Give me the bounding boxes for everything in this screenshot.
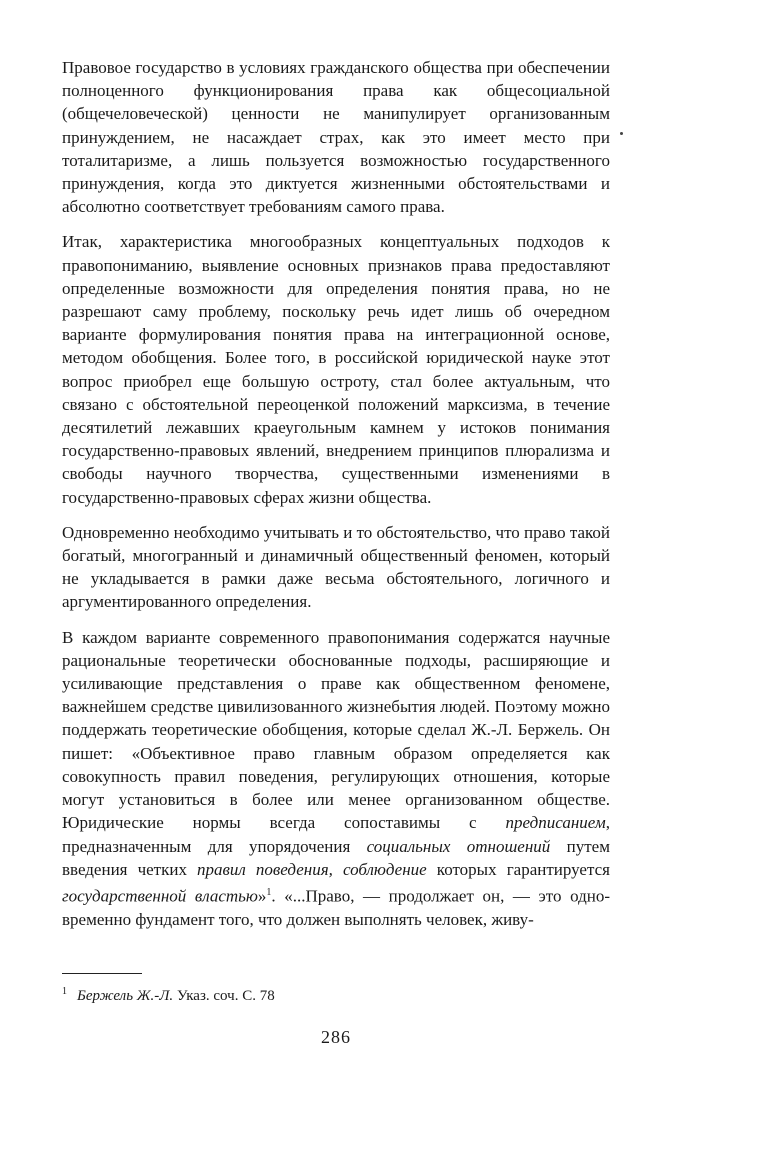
- page-number: 286: [321, 1027, 351, 1047]
- footnote-reference[interactable]: 1: [266, 886, 272, 898]
- scan-speck: [620, 132, 623, 135]
- paragraph-2: Итак, характеристика многообразных концептуальных подходов к правопониманию, выявление основных признаков права предоставляют определенные возможности для определения понятия права, но не разрешают саму проблему, поскольку речь идет лишь об очередном варианте формулирования понятия права на интеграционной основе, методом обобщения. Более того, в российской юридической науке этот вопрос приобрел еще большую остроту, стал более актуальным, что связано с обстоятельной переоценкой положений марксизма, в течение десятилетий лежавших краеугольным камнем у истоков понимания государственно-правовых явлений, внедрением принципов плюрализма и свободы научного творчества, существенными изменениями в государственно-правовых сферах жизни общества.: [62, 232, 610, 507]
- emphasis-term: правил поведения, соблюдение: [197, 859, 427, 879]
- main-text: [62, 56, 610, 943]
- paragraph-1: Правовое государство в условиях гражданского общества при обеспечении полноценного функционирования права как общесоциальной (общечеловеческой) ценности не манипулирует организованным принуждением, не насаждает страх, как это имеет место при тоталитаризме, а лишь пользуется возможностью государственного принуждения, когда это диктуется жизненными обстоятельствами и абсолютно соответствует требованиям самого права.: [62, 58, 610, 217]
- footnote-author: Бержель Ж.-Л.: [77, 988, 174, 1004]
- emphasis-term: предписанием: [505, 813, 606, 833]
- emphasis-term: государственной властью: [62, 886, 258, 906]
- paragraph-4-text: »: [257, 886, 267, 906]
- footnote-mark: 1: [62, 986, 67, 997]
- paragraph-4: [62, 626, 610, 931]
- footnote: [62, 982, 610, 1006]
- paragraph-4-text: которых гарантируется: [426, 859, 610, 879]
- paragraph-4-text: путем введения четких: [62, 836, 610, 879]
- footnote-source: Указ. соч. С. 78: [173, 988, 275, 1004]
- footnote-divider: [62, 973, 142, 974]
- paragraph-4-text: , предназначенным для упорядочения: [62, 813, 610, 856]
- paragraph-3: Одновременно необходимо учитывать и то обстоятельство, что право такой богатый, многогранный и динамичный общественный феномен, который не укладывается в рамки даже весьма обстоятельного, логичного и аргументированного определения.: [62, 522, 611, 612]
- paragraph-4-text: . «...Право, — продолжает он, — это одновременно фундамент того, что должен выполнять человек, живу-: [62, 886, 610, 929]
- paragraph-4-text: В каждом варианте современного правопонимания содержатся научные рациональные теоретически обоснованные подходы, расширяющие и усиливающие представления о праве как общественном феномене, важнейшем средстве цивилизованного жизнебытия людей. Поэтому можно поддержать теоретические обобщения, которые сделал Ж.-Л. Бержель. Он пишет: «Объективное право главным образом определяется как совокупность правил поведения, регулирующих отношения, которые могут установиться в более или менее организованном обществе. Юридические нормы всегда сопоставимы с: [62, 627, 610, 833]
- emphasis-term: социальных отношений: [366, 836, 551, 856]
